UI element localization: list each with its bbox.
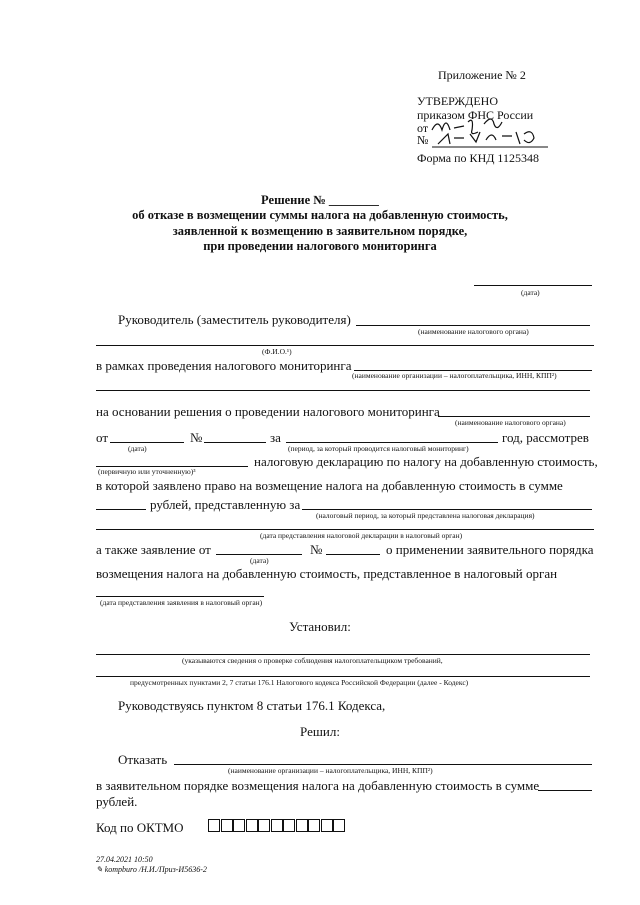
title-line-3: при проведении налогового мониторинга xyxy=(203,239,437,253)
provisions-line[interactable] xyxy=(96,676,590,677)
order-label: приказом ФНС России xyxy=(417,108,534,122)
title-line-2: заявленной к возмещению в заявительном порядке, xyxy=(172,224,468,238)
refuse-caption: (наименование организации – налогоплательщика, ИНН, КПП²) xyxy=(228,766,433,775)
oktmo-cell[interactable] xyxy=(308,819,320,832)
order-date-prefix: от xyxy=(417,121,429,135)
oktmo-cell[interactable] xyxy=(283,819,295,832)
footer-timestamp: 27.04.2021 10:50 xyxy=(96,855,153,864)
decision-title: Решение № ________ xyxy=(261,193,379,207)
application-number-label: № xyxy=(310,542,323,557)
verification-caption: (указываются сведения о проверке соблюдения налогоплательщиком требований, xyxy=(182,656,443,665)
primary-caption: (первичную или уточненную)³ xyxy=(98,467,196,476)
provisions-caption: предусмотренных пунктами 2, 7 статьи 176.1 Налогового кодекса Российской Федерации (далее - Кодекс) xyxy=(130,678,469,687)
established-heading: Установил: xyxy=(289,619,351,634)
oktmo-cell[interactable] xyxy=(333,819,345,832)
tax-period-line[interactable] xyxy=(302,509,592,510)
refund-amount-line[interactable] xyxy=(538,790,592,791)
appendix-label: Приложение № 2 xyxy=(438,68,526,82)
approved-label: УТВЕРЖДЕНО xyxy=(417,94,499,108)
decided-heading: Решил: xyxy=(300,724,340,739)
decl-date-caption: (дата представления налоговой декларации в налоговый орган) xyxy=(260,531,463,540)
refund-text: возмещения налога на добавленную стоимость, представленное в налоговый орган xyxy=(96,566,558,581)
application-from: а также заявление от xyxy=(96,542,211,557)
oktmo-boxes[interactable] xyxy=(208,819,346,833)
form-code: Форма по КНД 1125348 xyxy=(417,151,539,165)
app-date-line[interactable] xyxy=(96,596,264,597)
org-line-2[interactable] xyxy=(96,390,590,391)
head-label: Руководитель (заместитель руководителя) xyxy=(118,312,351,327)
basis-organ-caption: (наименование налогового органа) xyxy=(455,418,566,427)
number-line[interactable] xyxy=(204,442,266,443)
oktmo-cell[interactable] xyxy=(246,819,258,832)
refuse-label: Отказать xyxy=(118,752,168,767)
declaration-text: налоговую декларацию по налогу на добавленную стоимость, xyxy=(254,454,598,469)
number-label: № xyxy=(190,430,203,445)
date-line[interactable] xyxy=(474,285,592,286)
period-caption: (период, за который проводится налоговый мониторинг) xyxy=(288,444,469,453)
org-caption: (наименование организации – налогоплательщика, ИНН, КПП²) xyxy=(352,371,557,380)
oktmo-cell[interactable] xyxy=(321,819,333,832)
decl-date-line[interactable] xyxy=(96,529,594,530)
date-caption: (дата) xyxy=(521,288,540,297)
refund-statement: в заявительном порядке возмещения налога на добавленную стоимость в сумме xyxy=(96,778,540,793)
verification-line[interactable] xyxy=(96,654,590,655)
oktmo-cell[interactable] xyxy=(258,819,270,832)
guided-text: Руководствуясь пунктом 8 статьи 176.1 Кодекса, xyxy=(118,698,386,713)
rubles-end: рублей. xyxy=(96,794,138,809)
date-caption-2: (дата) xyxy=(128,444,147,453)
oktmo-label: Код по ОКТМО xyxy=(96,820,184,835)
oktmo-cell[interactable] xyxy=(296,819,308,832)
period-line[interactable] xyxy=(286,442,498,443)
refuse-line[interactable] xyxy=(174,764,592,765)
app-date-caption: (дата представления заявления в налоговый орган) xyxy=(100,598,263,607)
handwritten-order-signature xyxy=(430,110,570,150)
date-caption-3: (дата) xyxy=(250,556,269,565)
year-text: год, рассмотрев xyxy=(502,430,589,445)
order-number-prefix: № xyxy=(417,133,429,147)
oktmo-cell[interactable] xyxy=(221,819,233,832)
footer-file-ref xyxy=(96,865,207,874)
fio-line[interactable] xyxy=(96,345,594,346)
title-line-1: об отказе в возмещении суммы налога на добавленную стоимость, xyxy=(132,208,508,222)
fio-caption: (Ф.И.О.¹) xyxy=(262,347,292,356)
amount-line[interactable] xyxy=(96,509,146,510)
footer-file-ref-text: kompburo /Н.И./Приз-И5636-2 xyxy=(104,865,207,874)
for-label: за xyxy=(270,430,281,445)
tax-organ-caption: (наименование налогового органа) xyxy=(418,327,529,336)
tax-organ-line[interactable] xyxy=(356,325,590,326)
oktmo-cell[interactable] xyxy=(271,819,283,832)
from-date-line[interactable] xyxy=(110,442,184,443)
claimed-text: в которой заявлено право на возмещение налога на добавленную стоимость в сумме xyxy=(96,478,563,493)
basis-text: на основании решения о проведении налогового мониторинга xyxy=(96,404,440,419)
application-number-line[interactable] xyxy=(326,554,380,555)
basis-organ-line[interactable] xyxy=(438,416,590,417)
application-text: о применении заявительного порядка xyxy=(386,542,594,557)
oktmo-cell[interactable] xyxy=(233,819,245,832)
application-date-line[interactable] xyxy=(216,554,302,555)
oktmo-cell[interactable] xyxy=(208,819,220,832)
monitoring-text: в рамках проведения налогового мониторинга xyxy=(96,358,352,373)
from-label: от xyxy=(96,430,109,445)
document-icon: ✎ xyxy=(96,865,103,874)
rubles-text: рублей, представленную за xyxy=(150,497,301,512)
tax-period-caption: (налоговый период, за который представлена налоговая декларация) xyxy=(316,511,535,520)
